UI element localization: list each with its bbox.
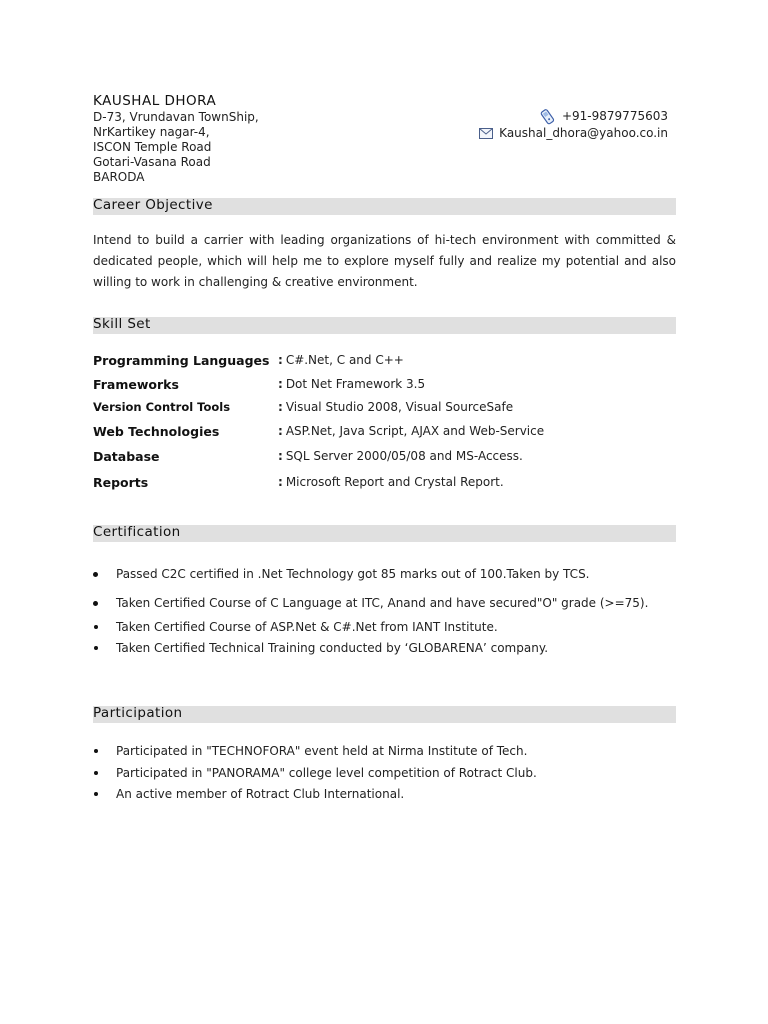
skill-value: Dot Net Framework 3.5 xyxy=(285,377,426,391)
skill-colon: : xyxy=(278,449,283,463)
skill-label: Programming Languages xyxy=(93,353,270,368)
skill-label: Frameworks xyxy=(93,377,179,392)
career-objective-header xyxy=(93,198,676,215)
skill-value: Visual Studio 2008, Visual SourceSafe xyxy=(285,400,514,414)
email-row xyxy=(479,125,668,142)
section-title: Career Objective xyxy=(93,197,213,213)
envelope-icon xyxy=(479,128,493,139)
list-item-text: Taken Certified Technical Training conducted by ‘GLOBARENA’ company. xyxy=(116,641,549,655)
email-address[interactable]: Kaushal_dhora@yahoo.co.in xyxy=(499,126,668,140)
skill-colon: : xyxy=(278,377,283,391)
list-item-text: Passed C2C certified in .Net Technology got 85 marks out of 100.Taken by TCS. xyxy=(116,567,590,581)
mobile-phone-icon xyxy=(538,109,556,125)
section-title: Skill Set xyxy=(93,316,151,332)
list-item-text: Taken Certified Course of C Language at ITC, Anand and have secured"O" grade (>=75). xyxy=(116,596,649,610)
address-line: Gotari-Vasana Road xyxy=(93,155,211,169)
contact-block xyxy=(479,108,668,142)
address-line: ISCON Temple Road xyxy=(93,140,212,154)
address-line: BARODA xyxy=(93,170,145,184)
list-item-text: Taken Certified Course of ASP.Net & C#.Net from IANT Institute. xyxy=(116,620,498,634)
bullet-icon xyxy=(93,601,98,606)
address-line: D-73, Vrundavan TownShip, xyxy=(93,110,259,124)
skill-colon: : xyxy=(278,353,283,367)
skill-value: SQL Server 2000/05/08 and MS-Access. xyxy=(285,449,523,463)
address-line: NrKartikey nagar-4, xyxy=(93,125,210,139)
address-block xyxy=(93,110,259,185)
skill-colon: : xyxy=(278,424,283,438)
skill-label: Reports xyxy=(93,475,149,490)
phone-row xyxy=(479,108,668,125)
phone-number: +91-9879775603 xyxy=(561,109,668,123)
skill-value: Microsoft Report and Crystal Report. xyxy=(285,475,504,489)
skill-colon: : xyxy=(278,400,283,414)
section-title: Certification xyxy=(93,524,181,540)
participation-header xyxy=(93,706,676,723)
bullet-icon xyxy=(93,572,98,577)
skill-label: Version Control Tools xyxy=(93,400,231,414)
certification-header xyxy=(93,525,676,542)
list-item-text: Participated in "TECHNOFORA" event held at Nirma Institute of Tech. xyxy=(116,744,528,758)
section-title: Participation xyxy=(93,705,183,721)
skill-set-header xyxy=(93,317,676,334)
skill-colon: : xyxy=(278,475,283,489)
skill-value: C#.Net, C and C++ xyxy=(285,353,404,367)
list-item-text: An active member of Rotract Club International. xyxy=(116,787,405,801)
career-objective-text: Intend to build a carrier with leading organizations of hi-tech environment with committed & dedicated people, which will help me to explore myself fully and realize my potential and also willing to work in challenging & creative environment. xyxy=(93,233,676,289)
bullet-icon xyxy=(94,792,98,796)
candidate-name: KAUSHAL DHORA xyxy=(93,93,217,109)
bullet-icon xyxy=(94,771,98,775)
bullet-icon xyxy=(94,625,98,629)
bullet-icon xyxy=(94,646,98,650)
skill-label: Database xyxy=(93,449,160,464)
list-item-text: Participated in "PANORAMA" college level competition of Rotract Club. xyxy=(116,766,537,780)
bullet-icon xyxy=(94,749,98,753)
skill-value: ASP.Net, Java Script, AJAX and Web-Service xyxy=(285,424,545,438)
skill-label: Web Technologies xyxy=(93,424,220,439)
